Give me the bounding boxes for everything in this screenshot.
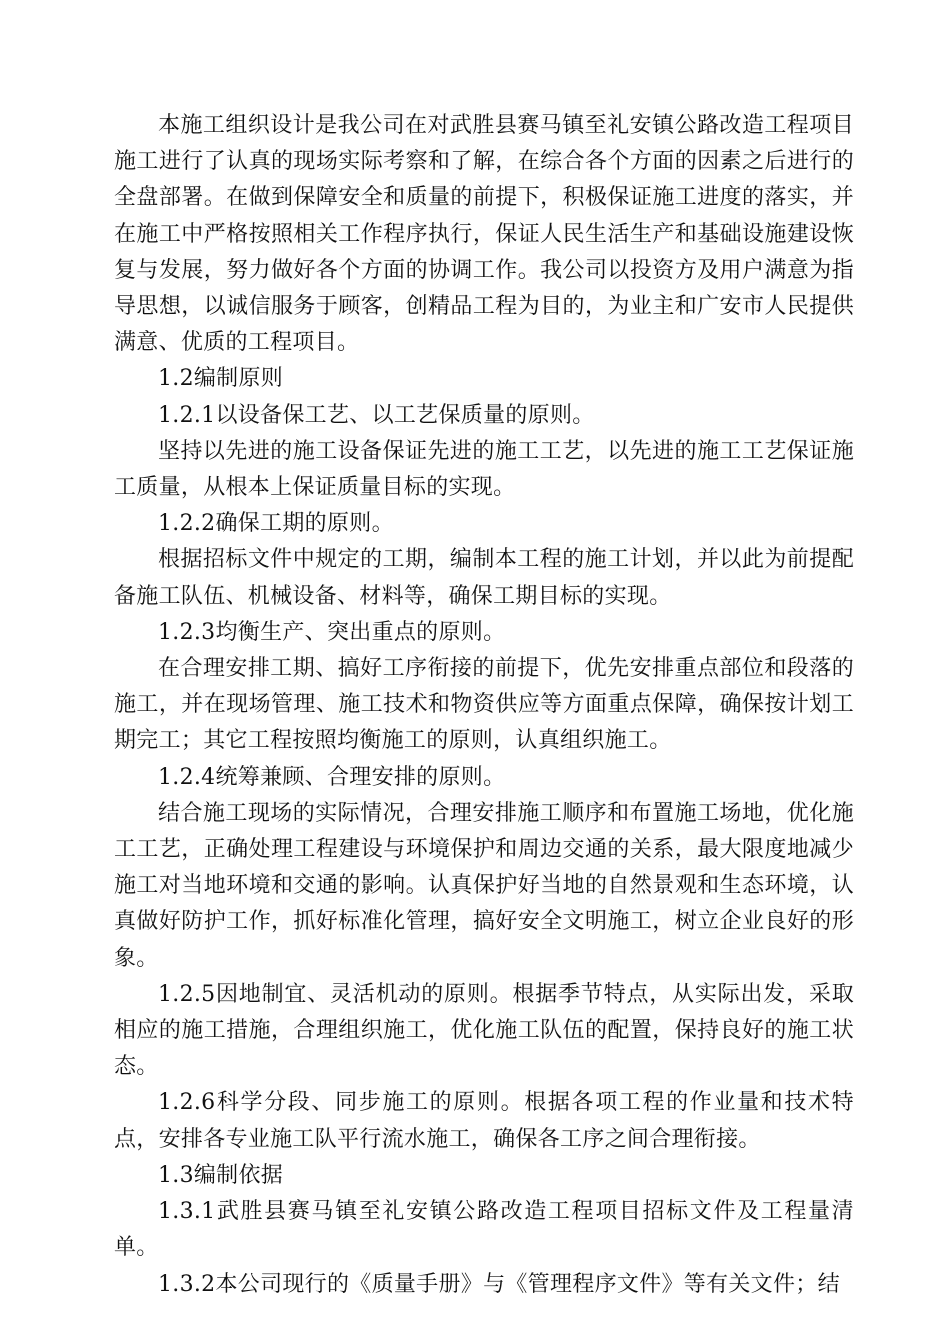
principle-text-1-2-1: 坚持以先进的施工设备保证先进的施工工艺，以先进的施工工艺保证施工质量，从根本上保证质量目标的实现。 bbox=[114, 438, 854, 501]
principle-heading-1-2-1: 1.2.1以设备保工艺、以工艺保质量的原则。 bbox=[158, 402, 595, 428]
principle-1-2-6: 1.2.6科学分段、同步施工的原则。根据各项工程的作业量和技术特点，安排各专业施工队平行流水施工，确保各工序之间合理衔接。 bbox=[114, 1090, 854, 1152]
section-heading-1-3: 1.3编制依据 bbox=[158, 1162, 284, 1188]
document-body bbox=[114, 108, 854, 1303]
basis-1-3-2: 1.3.2本公司现行的《质量手册》与《管理程序文件》等有关文件；结 bbox=[158, 1271, 840, 1297]
principle-text-1-2-4: 结合施工现场的实际情况，合理安排施工顺序和布置施工场地，优化施工工艺，正确处理工程建设与环境保护和周边交通的关系，最大限度地减少施工对当地环境和交通的影响。认真保护好当地的自然景观和生态环境，认真做好防护工作，抓好标准化管理，搞好安全文明施工，树立企业良好的形象。 bbox=[114, 800, 854, 971]
intro-paragraph: 本施工组织设计是我公司在对武胜县赛马镇至礼安镇公路改造工程项目施工进行了认真的现场实际考察和了解，在综合各个方面的因素之后进行的全盘部署。在做到保障安全和质量的前提下，积极保证施工进度的落实，并在施工中严格按照相关工作程序执行，保证人民生活生产和基础设施建设恢复与发展，努力做好各个方面的协调工作。我公司以投资方及用户满意为指导思想，以诚信服务于顾客，创精品工程为目的，为业主和广安市人民提供满意、优质的工程项目。 bbox=[114, 113, 854, 356]
principle-text-1-2-2: 根据招标文件中规定的工期，编制本工程的施工计划，并以此为前提配备施工队伍、机械设备、材料等，确保工期目标的实现。 bbox=[114, 547, 854, 609]
basis-1-3-1: 1.3.1武胜县赛马镇至礼安镇公路改造工程项目招标文件及工程量清单。 bbox=[114, 1199, 854, 1261]
principle-heading-1-2-3: 1.2.3均衡生产、突出重点的原则。 bbox=[158, 619, 506, 645]
section-heading-1-2: 1.2编制原则 bbox=[158, 366, 284, 392]
principle-text-1-2-3: 在合理安排工期、搞好工序衔接的前提下，优先安排重点部位和段落的施工，并在现场管理、施工技术和物资供应等方面重点保障，确保按计划工期完工；其它工程按照均衡施工的原则，认真组织施工。 bbox=[114, 656, 854, 754]
principle-heading-1-2-2: 1.2.2确保工期的原则。 bbox=[158, 511, 394, 537]
principle-heading-1-2-4: 1.2.4统筹兼顾、合理安排的原则。 bbox=[158, 764, 506, 790]
principle-1-2-5: 1.2.5因地制宜、灵活机动的原则。根据季节特点，从实际出发，采取相应的施工措施，合理组织施工，优化施工队伍的配置，保持良好的施工状态。 bbox=[114, 981, 854, 1080]
